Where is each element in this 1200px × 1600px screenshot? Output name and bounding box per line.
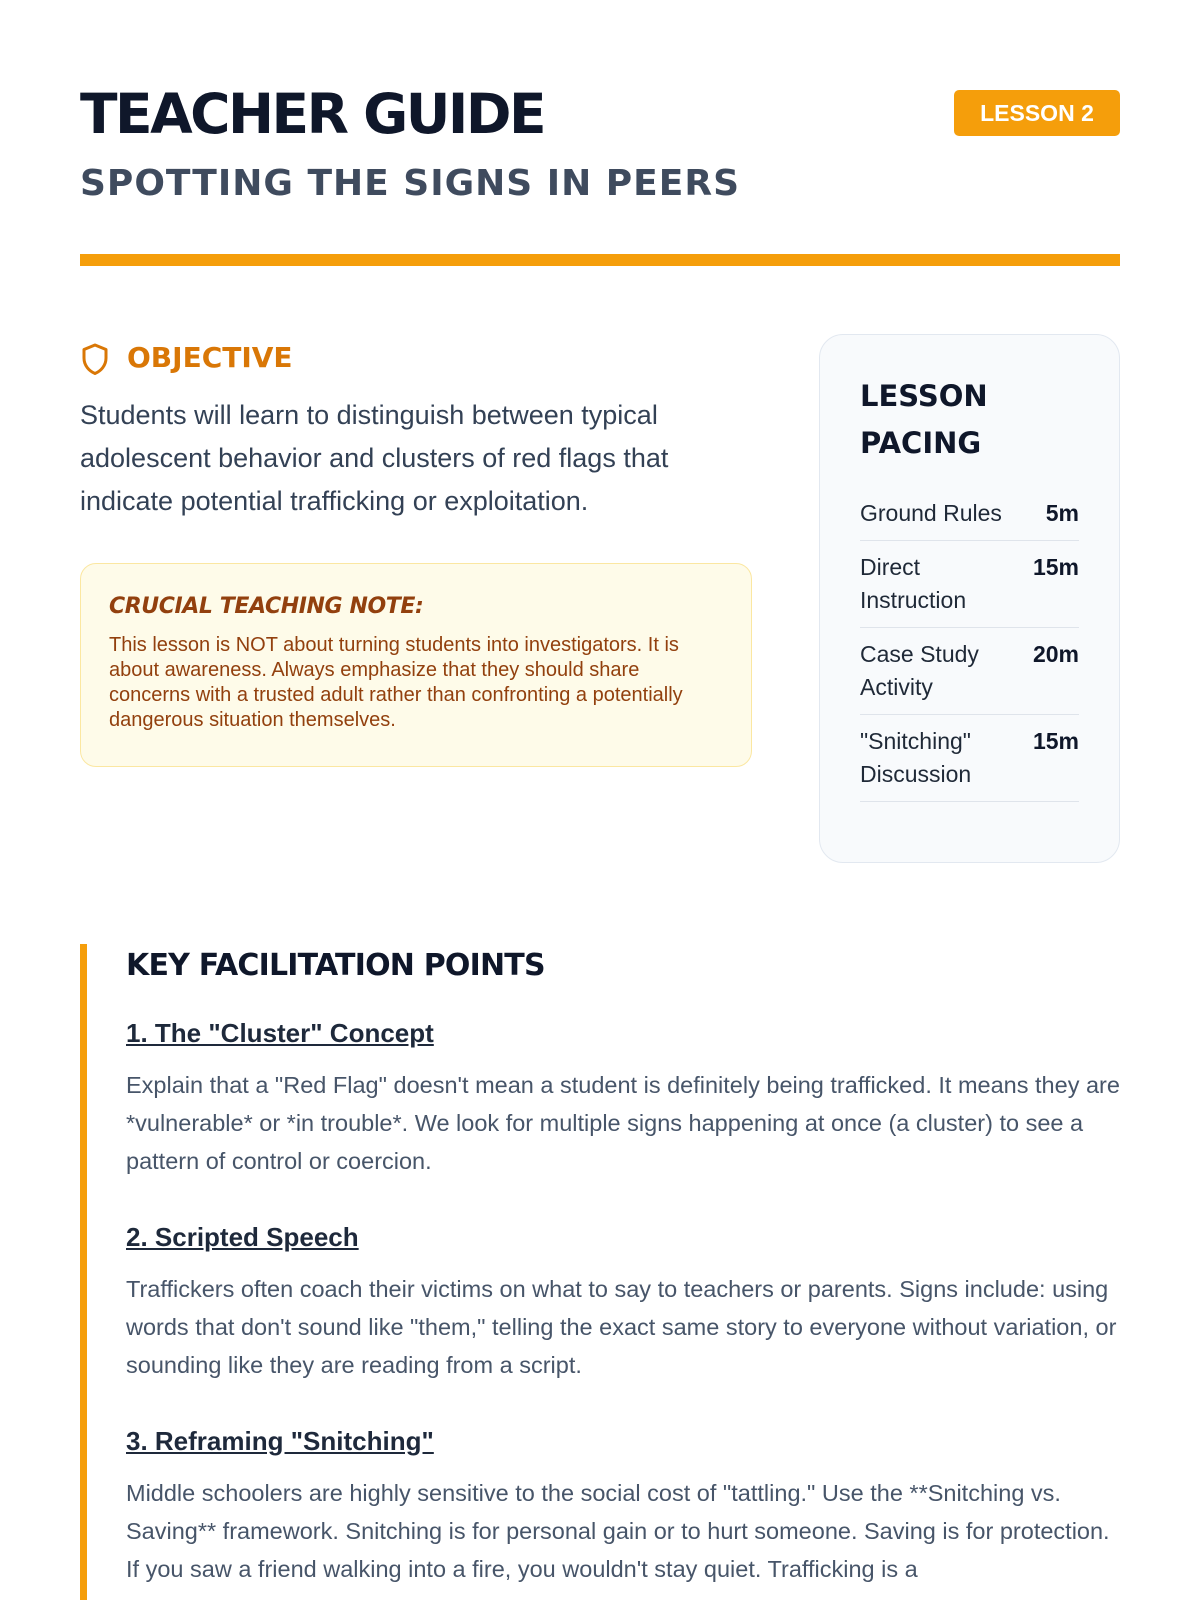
- pacing-duration: 5m: [1045, 500, 1079, 526]
- teaching-note: [80, 563, 752, 767]
- pacing-activity: Case Study Activity: [860, 641, 979, 700]
- facilitation-point: [126, 1424, 1120, 1588]
- lesson-pacing-card: [819, 334, 1120, 863]
- pacing-duration: 15m: [1032, 728, 1079, 754]
- facilitation-point-text: Traffickers often coach their victims on what to say to teachers or parents. Signs include: using words that don't sound like "them," telling the exact same story to everyone without variation, or sounding like they are reading from a script.: [126, 1276, 1117, 1378]
- pacing-duration: 15m: [1032, 554, 1079, 580]
- facilitation-point-text: Explain that a "Red Flag" doesn't mean a student is definitely being trafficked. It means they are *vulnerable* or *in trouble*. We look for multiple signs happening at once (a cluster) to see a pattern of control or coercion.: [126, 1072, 1120, 1174]
- pacing-activity: "Snitching" Discussion: [860, 728, 972, 787]
- shield-icon: [80, 342, 110, 376]
- objective-text: Students will learn to distinguish between typical adolescent behavior and clusters of red flags that indicate potential trafficking or exploitation.: [80, 400, 669, 516]
- objective-section: [80, 338, 752, 523]
- header: [80, 84, 1120, 214]
- teaching-note-title: CRUCIAL TEACHING NOTE:: [109, 594, 424, 619]
- facilitation-point: [126, 1220, 1120, 1384]
- teacher-guide-page: [80, 0, 1120, 1600]
- pacing-activity: Ground Rules: [860, 500, 1002, 526]
- facilitation-point-title: 2. Scripted Speech: [126, 1222, 359, 1252]
- header-divider: [80, 254, 1120, 266]
- page-title: TEACHER GUIDE: [80, 82, 545, 146]
- pacing-row: [860, 715, 1079, 802]
- key-facilitation-title: KEY FACILITATION POINTS: [126, 948, 545, 983]
- lesson-pacing-title: LESSON PACING: [860, 379, 988, 460]
- pacing-row: [860, 541, 1079, 628]
- objective-heading: [80, 338, 752, 380]
- facilitation-point-title: 3. Reframing "Snitching": [126, 1426, 434, 1456]
- pacing-row: [860, 628, 1079, 715]
- pacing-row: [860, 487, 1079, 541]
- objective-label: OBJECTIVE: [127, 341, 293, 374]
- facilitation-point-title: 1. The "Cluster" Concept: [126, 1018, 434, 1048]
- key-facilitation-section: [80, 944, 1120, 1600]
- pacing-duration: 20m: [1032, 641, 1079, 667]
- lesson-badge: LESSON 2: [954, 90, 1120, 136]
- teaching-note-text: This lesson is NOT about turning students into investigators. It is about awareness. Always emphasize that they should share concerns with a trusted adult rather than confronting a potentially dangerous situation themselves.: [109, 634, 683, 731]
- facilitation-point: [126, 1016, 1120, 1180]
- facilitation-point-text: Middle schoolers are highly sensitive to the social cost of "tattling." Use the **Snitching vs. Saving** framework. Snitching is for personal gain or to hurt someone. Saving is for protection. If you saw a friend walking into a fire, you wouldn't stay quiet. Trafficking is a: [126, 1480, 1110, 1582]
- pacing-activity: Direct Instruction: [860, 554, 967, 613]
- page-subtitle: SPOTTING THE SIGNS IN PEERS: [80, 163, 741, 204]
